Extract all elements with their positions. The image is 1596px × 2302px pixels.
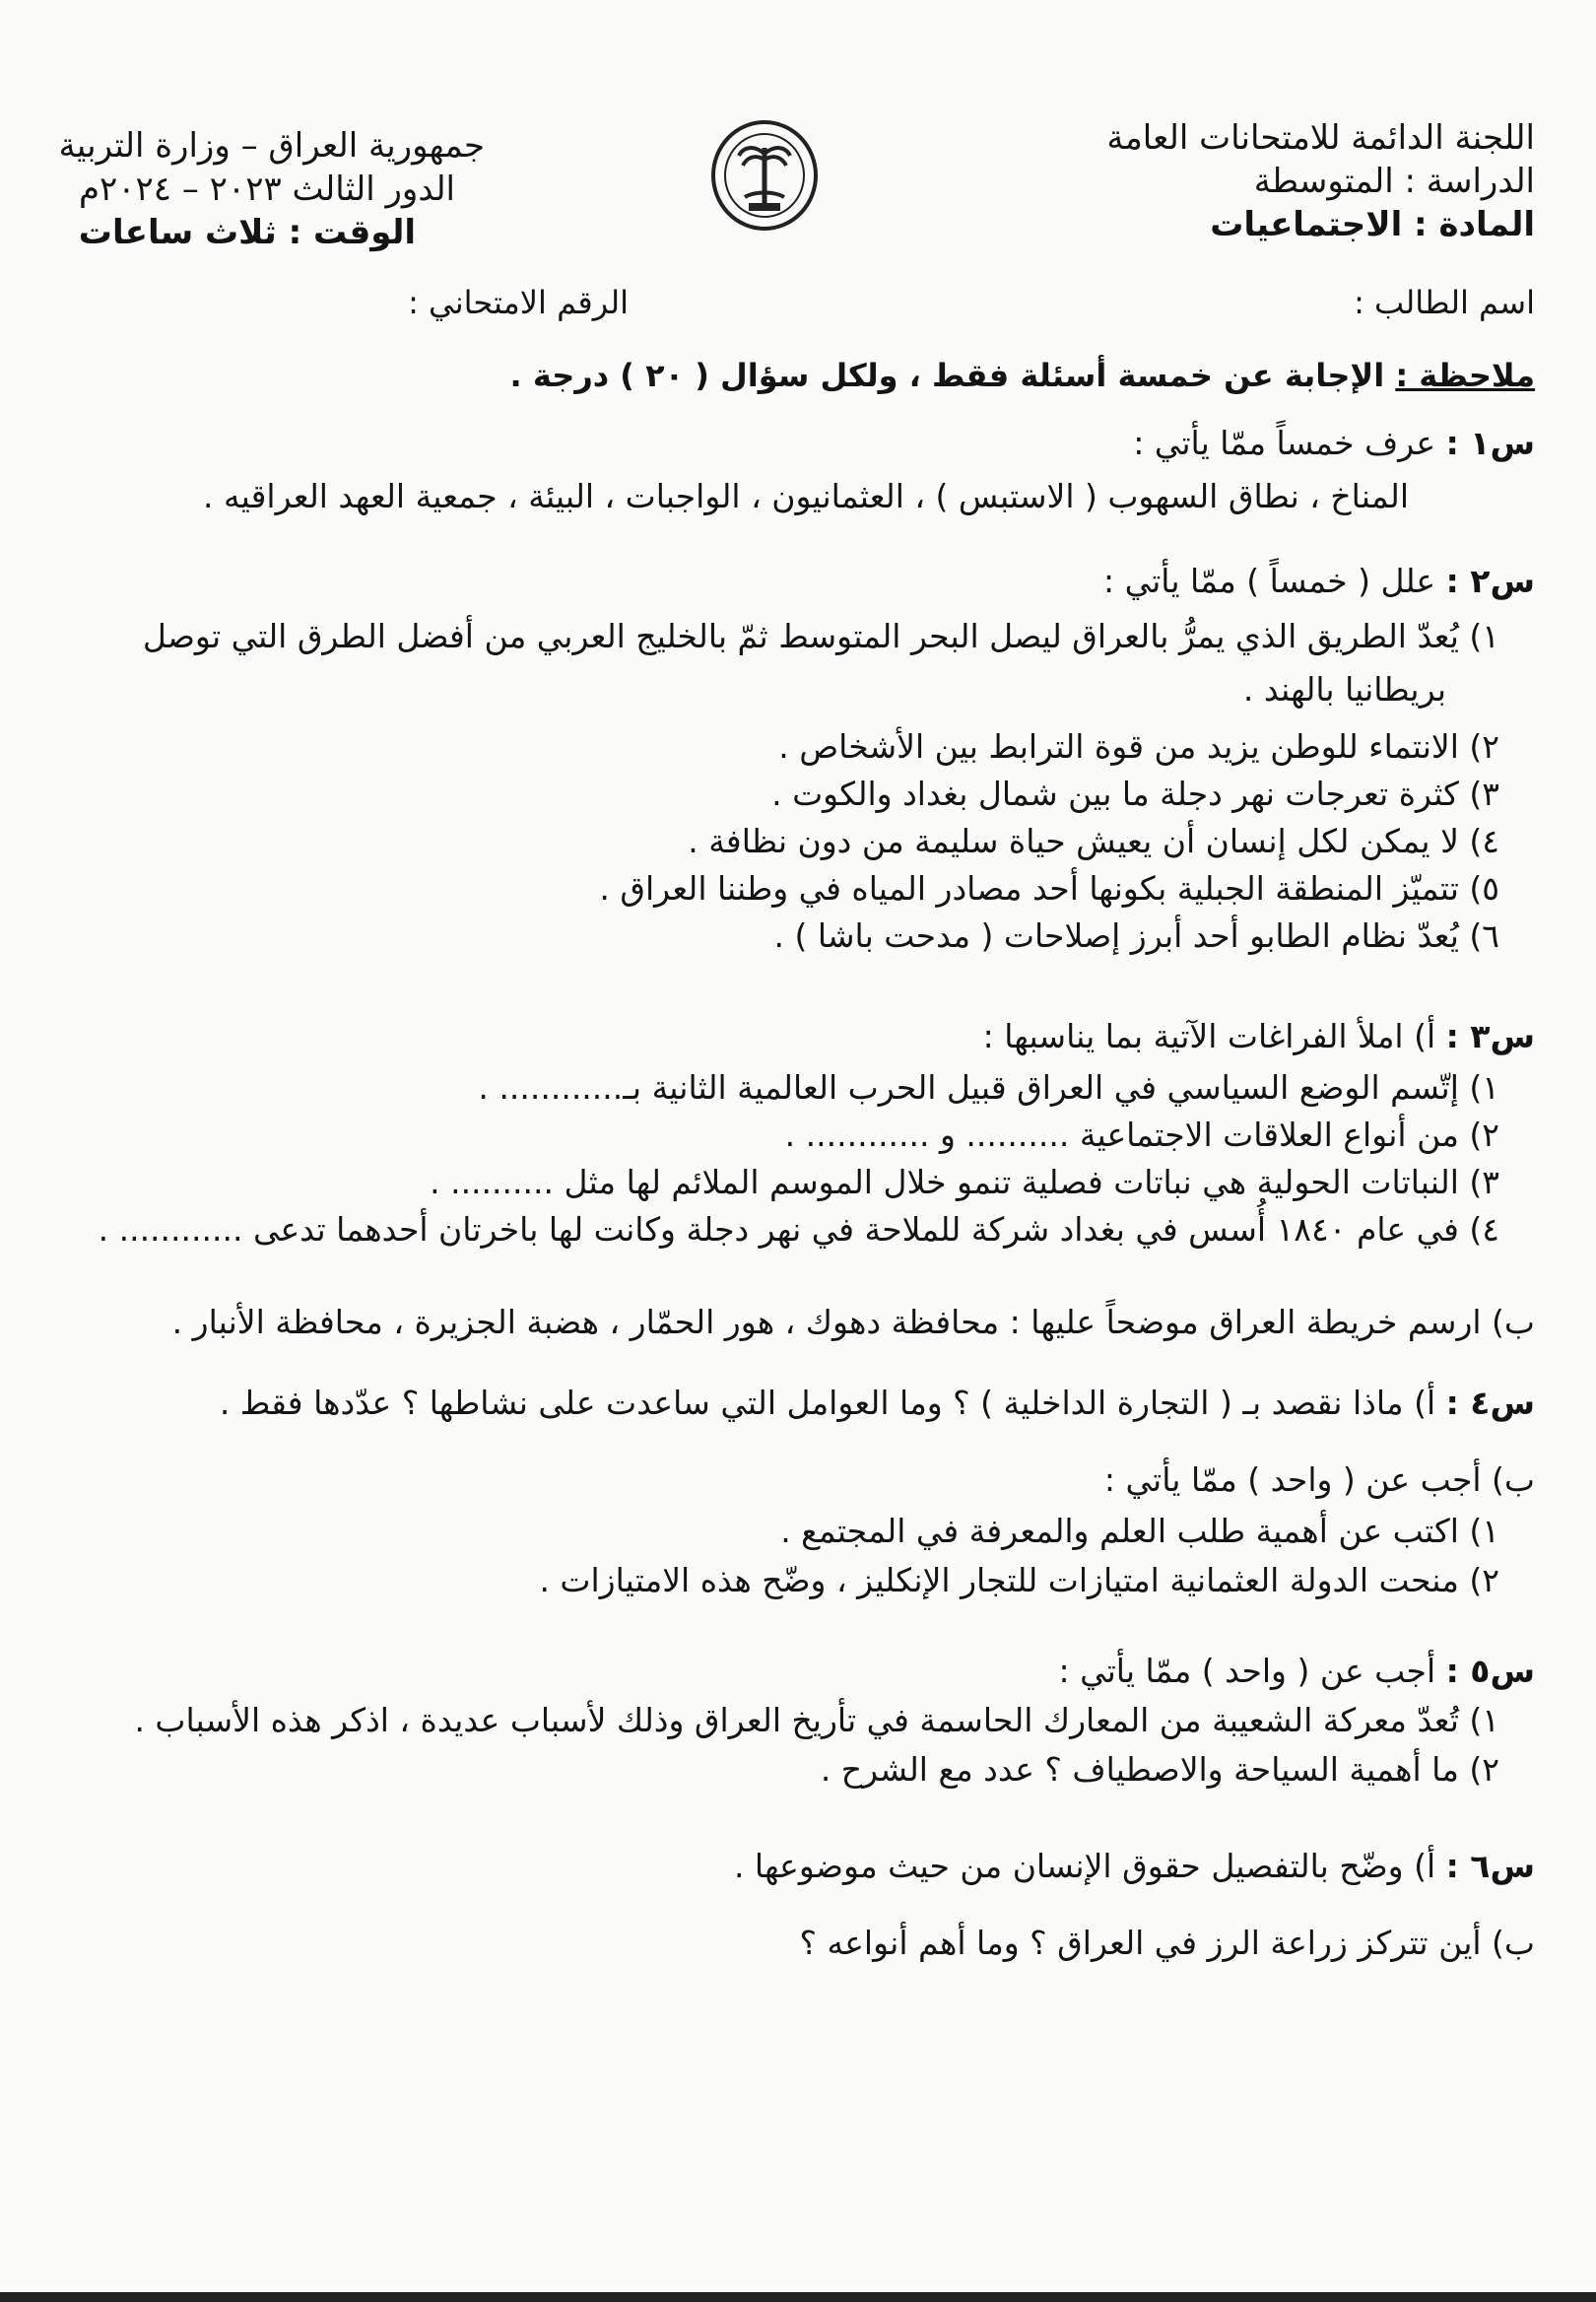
committee-name: اللجنة الدائمة للامتحانات العامة — [1106, 118, 1535, 158]
question-6 — [59, 1847, 1535, 1965]
question-2-item-6: ٦) يُعدّ نظام الطابو أحد أبرز إصلاحات ( مدحت باشا ) . — [773, 916, 1499, 955]
question-3 — [59, 1017, 1535, 1362]
question-1 — [59, 424, 1535, 532]
exam-number-label: الرقم الامتحاني : — [408, 284, 629, 321]
ministry-emblem-icon — [709, 118, 820, 233]
question-6-part-b: ب) أين تتركز زراعة الرز في العراق ؟ وما أهم أنواعه ؟ — [799, 1924, 1535, 1962]
header-left — [58, 124, 485, 254]
question-3-item-1: ١) إتّسم الوضع السياسي في العراق قبيل الحرب العالمية الثانية بـ............ . — [478, 1068, 1499, 1107]
question-1-header — [1133, 424, 1535, 462]
question-4-part-b: ب) أجب عن ( واحد ) ممّا يأتي : — [1103, 1460, 1535, 1499]
subject: المادة : الاجتماعيات — [1210, 205, 1535, 244]
note-label: ملاحظة : — [1395, 357, 1535, 394]
exam-round: الدور الثالث ٢٠٢٣ – ٢٠٢٤م — [78, 169, 455, 209]
student-name-label: اسم الطالب : — [1354, 284, 1535, 321]
exam-duration: الوقت : ثلاث ساعات — [78, 213, 416, 252]
question-6-number: س٦ : — [1445, 1847, 1535, 1885]
question-3-item-3: ٣) النباتات الحولية هي نباتات فصلية تنمو خلال الموسم الملائم لها مثل .......... . — [430, 1163, 1499, 1201]
question-1-terms: المناخ ، نطاق السهوب ( الاستبس ) ، العثمانيون ، الواجبات ، البيئة ، جمعية العهد العراقيه . — [203, 477, 1409, 515]
question-2-header — [1103, 562, 1535, 600]
question-3-prompt: أ) املأ الفراغات الآتية بما يناسبها : — [982, 1017, 1446, 1055]
question-3-part-b: ب) ارسم خريطة العراق موضحاً عليها : محافظة دهوك ، هور الحمّار ، هضبة الجزيرة ، محافظة الأنبار . — [171, 1303, 1535, 1341]
question-2-number: س٢ : — [1445, 562, 1535, 600]
question-4-number: س٤ : — [1445, 1384, 1535, 1422]
question-5 — [59, 1652, 1535, 1809]
header-right — [1106, 116, 1535, 246]
question-4-item-1: ١) اكتب عن أهمية طلب العلم والمعرفة في المجتمع . — [780, 1512, 1499, 1550]
question-2-item-5: ٥) تتميّز المنطقة الجبلية بكونها أحد مصادر المياه في وطننا العراق . — [599, 869, 1499, 908]
question-1-number: س١ : — [1445, 424, 1535, 462]
question-5-item-1: ١) تُعدّ معركة الشعيبة من المعارك الحاسمة في تأريخ العراق وذلك لأسباب عديدة ، اذكر هذه الأسباب . — [134, 1701, 1499, 1739]
question-4-prompt: أ) ماذا نقصد بـ ( التجارة الداخلية ) ؟ وما العوامل التي ساعدت على نشاطها ؟ عدّدها فقط . — [219, 1384, 1446, 1422]
question-3-number: س٣ : — [1445, 1017, 1535, 1055]
question-2 — [59, 562, 1535, 976]
question-2-item-3: ٣) كثرة تعرجات نهر دجلة ما بين شمال بغداد والكوت . — [771, 775, 1499, 813]
question-5-number: س٥ : — [1445, 1652, 1535, 1690]
question-2-item-1: ١) يُعدّ الطريق الذي يمرُّ بالعراق ليصل البحر المتوسط ثمّ بالخليج العربي من أفضل الطرق التي توصل — [142, 617, 1499, 655]
ministry-line: جمهورية العراق – وزارة التربية — [58, 126, 485, 166]
question-2-item-2: ٢) الانتماء للوطن يزيد من قوة الترابط بين الأشخاص . — [778, 727, 1499, 766]
note-text: الإجابة عن خمسة أسئلة فقط ، ولكل سؤال ( ٢٠ ) درجة . — [509, 357, 1396, 394]
exam-note — [510, 357, 1535, 394]
question-1-prompt: عرف خمساً ممّا يأتي : — [1133, 424, 1446, 462]
question-3-item-2: ٢) من أنواع العلاقات الاجتماعية .......... و ............ . — [784, 1116, 1499, 1154]
question-2-item-4: ٤) لا يمكن لكل إنسان أن يعيش حياة سليمة من دون نظافة . — [688, 822, 1499, 860]
question-2-prompt: علل ( خمساً ) ممّا يأتي : — [1102, 562, 1446, 600]
question-5-prompt: أجب عن ( واحد ) ممّا يأتي : — [1058, 1652, 1446, 1690]
question-4 — [59, 1384, 1535, 1620]
question-2-item-1-cont: بريطانيا بالهند . — [1242, 670, 1446, 709]
question-4-header — [220, 1384, 1535, 1422]
question-5-item-2: ٢) ما أهمية السياحة والاصطياف ؟ عدد مع الشرح . — [820, 1750, 1499, 1789]
question-3-header — [983, 1017, 1535, 1055]
scan-edge — [0, 2292, 1596, 2302]
study-level: الدراسة : المتوسطة — [1253, 162, 1535, 201]
question-6-header — [734, 1847, 1535, 1885]
question-5-header — [1058, 1652, 1535, 1690]
question-6-prompt: أ) وضّح بالتفصيل حقوق الإنسان من حيث موضوعها . — [733, 1847, 1446, 1885]
question-4-item-2: ٢) منحت الدولة العثمانية امتيازات للتجار الإنكليز ، وضّح هذه الامتيازات . — [539, 1561, 1499, 1599]
question-3-item-4: ٤) في عام ١٨٤٠ أُسس في بغداد شركة للملاحة في نهر دجلة وكانت لها باخرتان أحدهما تدعى ............ . — [98, 1210, 1499, 1249]
